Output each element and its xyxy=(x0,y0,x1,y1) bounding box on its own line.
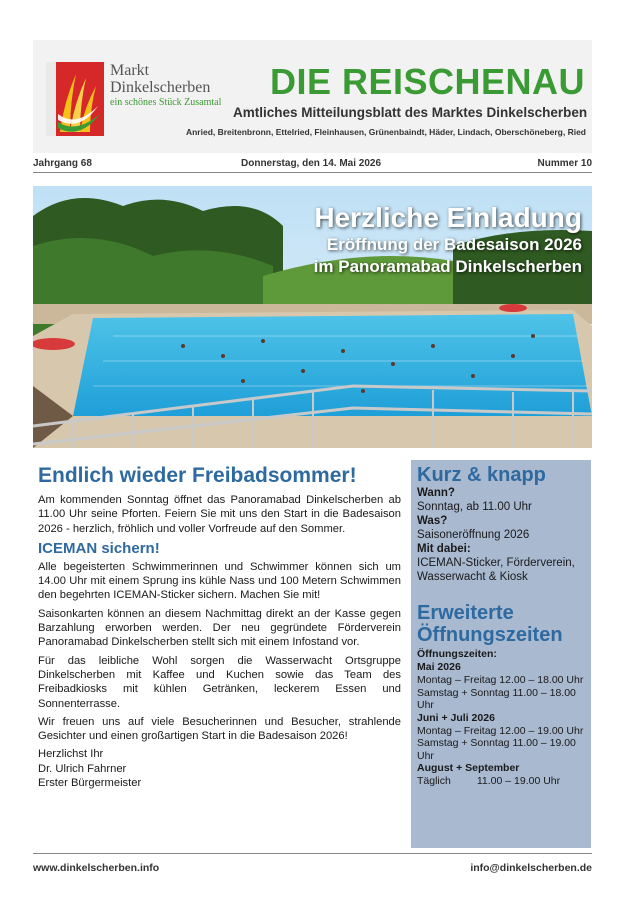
aug-sep-hours xyxy=(417,775,587,788)
aug-sep-day: Täglich xyxy=(417,775,451,787)
when-label: Wann? xyxy=(417,487,455,499)
sidebar-heading-summary: Kurz & knapp xyxy=(417,464,546,486)
article-subheading: ICEMAN sichern! xyxy=(38,539,160,557)
issue-date: Donnerstag, den 14. Mai 2026 xyxy=(241,158,382,169)
info-sidebar xyxy=(411,460,591,848)
what-label: Was? xyxy=(417,515,448,527)
june-july-weekend: Samstag + Sonntag 11.00 – 19.00 Uhr xyxy=(417,737,576,762)
hero-subtitle-2: im Panoramabad Dinkelscherben xyxy=(313,257,582,276)
footer-email: info@dinkelscherben.de xyxy=(470,862,592,874)
hero-caption xyxy=(314,202,582,278)
article-paragraph-1: Am kommenden Sonntag öffnet das Panoramabad Dinkelscherben ab 11.00 Uhr seine Pforten. Feiern Sie mit uns den Start in die Badesaison 2026 - herzlich, fröhlich und voller Vorfreude auf den Sommer. xyxy=(38,494,401,535)
when-value: Sonntag, ab 11.00 Uhr xyxy=(417,501,532,513)
june-july-label: Juni + Juli 2026 xyxy=(417,711,495,724)
hours-label: Öffnungszeiten: xyxy=(417,648,497,660)
closing-greeting: Herzlichst Ihr xyxy=(38,748,104,761)
may-label: Mai 2026 xyxy=(417,661,461,673)
footer-website: www.dinkelscherben.info xyxy=(33,862,160,874)
article-paragraph-4: Für das leibliche Wohl sorgen die Wasserwacht Ortsgruppe Dinkelscherben mit Kaffee und Kuchen sowie das Team des Freibadkiosks mit kühlen Getränken, leckerem Essen und Sonnenterrasse. xyxy=(38,654,401,710)
issue-number: Nummer 10 xyxy=(537,158,592,169)
issue-info-bar xyxy=(33,154,592,173)
article-paragraph-5: Wir freuen uns auf viele Besucherinnen und Besucher, strahlende Gesichter und einen großartigen Start in die Badesaison 2026! xyxy=(38,715,401,743)
article-paragraph-3: Saisonkarten können an diesem Nachmittag direkt an der Kasse gegen Barzahlung erworben werden. Der neu gegründete Förderverein Panoramabad Dinkelscherben stellt sich mit einem Infostand vor. xyxy=(38,607,401,649)
participants-label: Mit dabei: xyxy=(417,543,471,555)
hero-photo xyxy=(33,186,592,448)
main-article xyxy=(38,463,401,790)
aug-sep-time: 11.00 – 19.00 Uhr xyxy=(476,775,561,787)
signatory-name: Dr. Ulrich Fahrner xyxy=(38,762,127,775)
logo-line2: Dinkelscherben xyxy=(110,79,211,96)
article-heading: Endlich wieder Freibadsommer! xyxy=(38,464,357,487)
aug-sep-label: August + September xyxy=(417,762,520,774)
signatory-title: Erster Bürgermeister xyxy=(38,777,142,790)
issue-volume: Jahrgang 68 xyxy=(33,158,92,169)
sidebar-heading-hours-2: Öffnungszeiten xyxy=(417,624,563,646)
participants-value: ICEMAN-Sticker, Förderverein, Wasserwacht & Kiosk xyxy=(417,557,575,583)
hero-subtitle-1: Eröffnung der Badesaison 2026 xyxy=(326,235,582,254)
footer-divider xyxy=(33,853,592,854)
logo-line1: Markt xyxy=(110,62,150,79)
municipality-logo-icon xyxy=(46,62,104,136)
may-weekend: Samstag + Sonntag 11.00 – 18.00 Uhr xyxy=(417,686,576,711)
sidebar-heading-hours-1: Erweiterte xyxy=(417,602,514,624)
article-paragraph-2: Alle begeisterten Schwimmerinnen und Schwimmer können sich um 14.00 Uhr mit einem Sprung ins kühle Nass und 100 Metern Schwimmen den begehrten ICEMAN-Sticker sichern. Machen Sie mit! xyxy=(38,560,401,602)
may-weekdays: Montag – Freitag 12.00 – 18.00 Uhr xyxy=(417,674,584,686)
logo-tagline: ein schönes Stück Zusamtal xyxy=(110,97,222,108)
what-value: Saisoneröffnung 2026 xyxy=(417,529,530,541)
newspaper-subtitle: Amtliches Mitteilungsblatt des Marktes Dinkelscherben xyxy=(233,105,588,120)
village-list: Anried, Breitenbronn, Ettelried, Fleinhausen, Grünenbaindt, Häder, Lindach, Oberschöneberg, Ried xyxy=(185,127,586,137)
newspaper-title: DIE REISCHENAU xyxy=(269,61,585,102)
logo-wordmark xyxy=(110,62,240,109)
masthead xyxy=(33,40,592,153)
hero-title: Herzliche Einladung xyxy=(314,202,582,233)
june-july-weekdays: Montag – Freitag 12.00 – 19.00 Uhr xyxy=(417,724,584,737)
